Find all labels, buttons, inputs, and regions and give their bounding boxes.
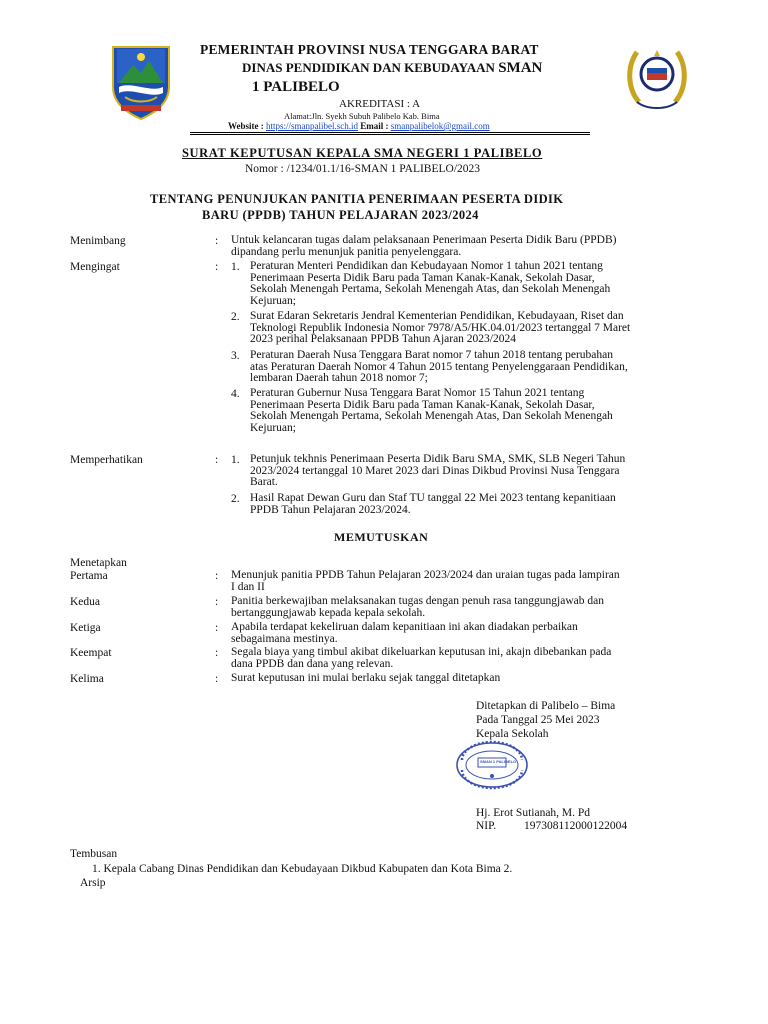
signature-place: Ditetapkan di Palibelo – Bima (476, 700, 616, 712)
list-number: 2. (231, 311, 240, 323)
text-line: 2023 perihal Pelaksanaan PPDB Tahun Ajaran 2023/2024 (250, 333, 516, 345)
website-label: Website : (228, 121, 264, 131)
text-line: Menunjuk panitia PPDB Tahun Pelajaran 2023/2024 dan uraian tugas pada lampiran (231, 569, 620, 581)
email-link[interactable]: smanpalibelok@gmail.com (390, 121, 490, 131)
keputusan-label-2: Kedua (70, 596, 101, 608)
colon: : (215, 647, 219, 659)
text-line: 2023/2024 tertanggal 10 Maret 2023 dari Dinas Dikbud Provinsi Nusa Tenggara (250, 464, 620, 477)
text-line: Peraturan Gubernur Nusa Tenggara Barat Nomor 15 Tahun 2021 tentang (250, 387, 585, 399)
keputusan-text-4 (231, 647, 706, 670)
text-line: Teknologi Republik Indonesia Nomor 7978/A5/HK.04.01/2023 tertanggal 7 Maret (250, 321, 631, 334)
text-line: Penerimaan Peserta Didik Baru pada Taman Kanak-Kanak, Sekolah Dasar, (250, 271, 595, 284)
text-line: Panitia berkewajiban melaksanakan tugas dengan penuh rasa tanggungjawab dan (231, 595, 604, 607)
subject-line-2: BARU (PPDB) TAHUN PELAJARAN 2023/2024 (202, 208, 479, 222)
list-number: 3. (231, 350, 240, 362)
header-contact (228, 121, 490, 131)
tembusan-label: Tembusan (70, 848, 118, 860)
email-label: Email : (360, 121, 389, 131)
keputusan-text-3 (231, 622, 706, 645)
list-number: 4. (231, 388, 240, 400)
list-number: 1. (231, 261, 240, 273)
text-line: Sekolah Menengah Pertama, Sekolah Menengah Atas, Dan Sekolah Menengah (250, 410, 613, 422)
signature-position: Kepala Sekolah (476, 728, 549, 740)
mengingat-item-1 (250, 261, 706, 307)
text-line: Untuk kelancaran tugas dalam pelaksanaan Penerimaan Peserta Didik Baru (PPDB) (231, 234, 617, 246)
text-line: bertanggungjawab kepada kepala sekolah. (231, 606, 426, 619)
colon: : (215, 261, 219, 273)
text-line: I dan II (231, 580, 265, 593)
colon: : (215, 454, 219, 466)
text-line: atas Peraturan Daerah Nomor 4 Tahun 2015 tentang Penyelenggaraan Pendidikan, (250, 360, 628, 373)
keputusan-text-1 (231, 570, 706, 593)
tembusan-item-1: 1. Kepala Cabang Dinas Pendidikan dan Kebudayaan Dikbud Kabupaten dan Kota Bima 2. (92, 863, 513, 875)
website-link[interactable]: https://smanpalibel.sch.id (266, 121, 358, 131)
header-accreditation: AKREDITASI : A (339, 98, 421, 110)
header-address: Alamat:Jln. Syekh Subuh Palibelo Kab. Bima (284, 111, 440, 121)
provincial-logo (103, 43, 179, 121)
memperhatikan-item-1 (250, 454, 706, 489)
document-title: SURAT KEPUTUSAN KEPALA SMA NEGERI 1 PALIBELO (182, 146, 543, 160)
header-school-abbr: SMAN (498, 60, 543, 76)
menimbang-text (231, 235, 706, 258)
header-divider-thin (190, 134, 590, 135)
nip-value: 197308112000122004 (524, 820, 628, 832)
colon: : (215, 622, 219, 634)
stamp-label: SMAN 1 PALIBELO (480, 759, 517, 764)
header-department (242, 60, 542, 77)
menimbang-label: Menimbang (70, 235, 126, 247)
keputusan-text-2 (231, 596, 706, 619)
text-line: Barat. (250, 476, 278, 488)
text-line: Segala biaya yang timbul akibat dikeluarkan keputusan ini, akajn dibebankan pada (231, 646, 612, 658)
header-government: PEMERINTAH PROVINSI NUSA TENGGARA BARAT (200, 42, 539, 57)
colon: : (215, 570, 219, 582)
document-number: Nomor : /1234/01.1/16-SMAN 1 PALIBELO/2023 (245, 163, 481, 175)
text-line: lembaran Daerah tahun 2018 nomor 7; (250, 372, 428, 384)
text-line: Kejuruan; (250, 421, 296, 434)
keputusan-label-1: Pertama (70, 570, 108, 582)
subject-line-1: TENTANG PENUNJUKAN PANITIA PENERIMAAN PESERTA DIDIK (150, 192, 564, 206)
text-line: dana PPDB dan dana yang relevan. (231, 657, 394, 670)
decision-heading: MEMUTUSKAN (334, 530, 429, 544)
text-line: Kejuruan; (250, 294, 296, 307)
keputusan-label-3: Ketiga (70, 622, 101, 634)
header-department-name: DINAS PENDIDIKAN DAN KEBUDAYAAN (242, 60, 495, 75)
text-line: dipandang perlu menunjuk panitia penyelenggara. (231, 245, 462, 258)
signature-date: Pada Tanggal 25 Mei 2023 (476, 714, 600, 726)
mengingat-label: Mengingat (70, 261, 120, 273)
colon: : (215, 673, 219, 685)
text-line: Hasil Rapat Dewan Guru dan Staf TU tanggal 22 Mei 2023 tentang kepanitiaan (250, 492, 616, 504)
keputusan-label-4: Keempat (70, 647, 112, 659)
header-divider (190, 132, 590, 133)
mengingat-item-3 (250, 350, 706, 385)
tembusan-item-2: Arsip (80, 877, 106, 889)
colon: : (215, 235, 219, 247)
menetapkan-label: Menetapkan (70, 557, 127, 569)
mengingat-item-4 (250, 388, 706, 434)
school-stamp (454, 740, 530, 790)
text-line: Sekolah Menengah Pertama, Sekolah Menengah Atas, dan Sekolah Menengah (250, 283, 611, 295)
signatory-name: Hj. Erot Sutianah, M. Pd (476, 807, 591, 819)
text-line: Apabila terdapat kekeliruan dalam kepanitiaan ini akan diadakan perbaikan (231, 621, 578, 633)
keputusan-text-5 (231, 673, 706, 685)
list-number: 2. (231, 493, 240, 505)
header-school-name: 1 PALIBELO (252, 79, 340, 95)
school-logo (625, 44, 689, 112)
nip-label: NIP. (476, 820, 497, 832)
text-line: Surat Edaran Sekretaris Jendral Kementerian Pendidikan, Kebudayaan, Riset dan (250, 310, 624, 322)
text-line: Surat keputusan ini mulai berlaku sejak tanggal ditetapkan (231, 672, 501, 684)
text-line: Peraturan Daerah Nusa Tenggara Barat nomor 7 tahun 2018 tentang perubahan (250, 349, 614, 361)
text-line: Petunjuk tekhnis Penerimaan Peserta Didik Baru SMA, SMK, SLB Negeri Tahun (250, 453, 626, 465)
keputusan-label-5: Kelima (70, 673, 104, 685)
mengingat-item-2 (250, 311, 706, 346)
memperhatikan-label: Memperhatikan (70, 454, 143, 466)
text-line: Penerimaan Peserta Didik Baru pada Taman Kanak-Kanak, Sekolah Dasar, (250, 398, 595, 411)
colon: : (215, 596, 219, 608)
list-number: 1. (231, 454, 240, 466)
text-line: PPDB Tahun Pelajaran 2023/2024. (250, 503, 411, 516)
text-line: sebagaimana mestinya. (231, 632, 338, 645)
memperhatikan-item-2 (250, 493, 706, 516)
text-line: Peraturan Menteri Pendidikan dan Kebudayaan Nomor 1 tahun 2021 tentang (250, 260, 603, 272)
